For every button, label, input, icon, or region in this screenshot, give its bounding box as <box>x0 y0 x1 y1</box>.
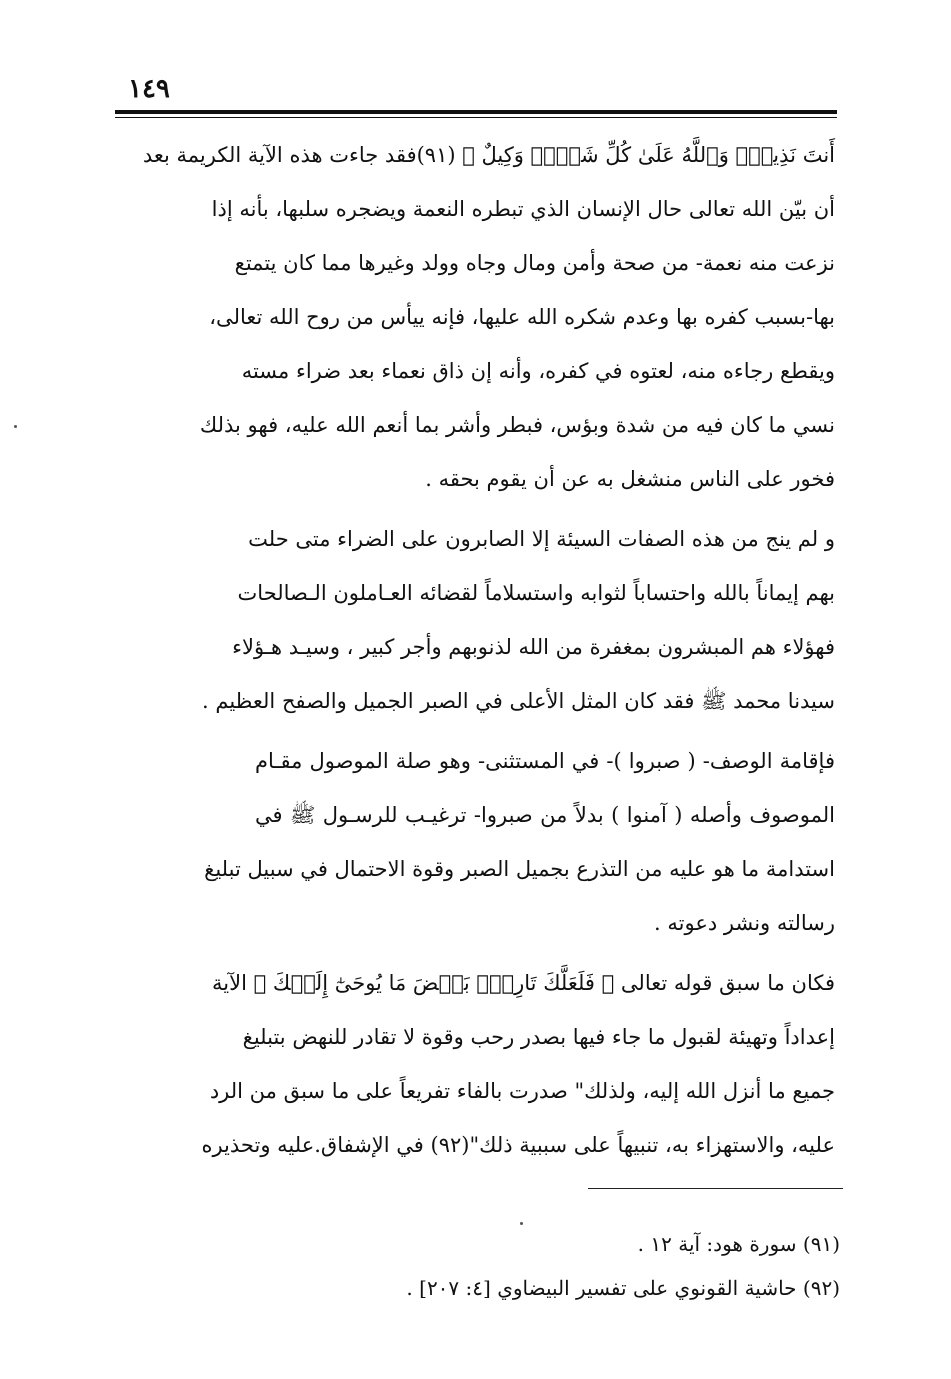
text-line: جميع ما أنزل الله إليه، ولذلك" صدرت بالفاء تفريعاً على ما سبق من الرد <box>209 1079 835 1103</box>
footnote-separator <box>588 1188 843 1189</box>
text-line: فهؤلاء هم المبشرون بمغفرة من الله لذنوبهم وأجر كبير ، وسيـد هـؤلاء <box>232 635 835 659</box>
text-line: نسي ما كان فيه من شدة وبؤس، فبطر وأشر بما أنعم الله عليه، فهو بذلك <box>199 413 835 437</box>
footnote-91: (٩١) سورة هود: آية ١٢ . <box>637 1232 840 1256</box>
scan-speck <box>14 425 17 428</box>
text-line: استدامة ما هو عليه من التذرع بجميل الصبر وقوة الاحتمال في سبيل تبليغ <box>204 857 835 881</box>
text-line: إعداداً وتهيئة لقبول ما جاء فيها بصدر رحب وقوة لا تقادر للنهض بتبليغ <box>242 1025 835 1049</box>
text-line: سيدنا محمد ﷺ فقد كان المثل الأعلى في الصبر الجميل والصفح العظيم . <box>202 689 835 713</box>
scan-speck <box>520 1222 523 1225</box>
text-line: فكان ما سبق قوله تعالى ﴿ فَلَعَلَّكَ تَارِكُۢ بَعۡضَ مَا يُوحَىٰٓ إِلَيۡكَ ﴾ الآية <box>212 971 835 995</box>
paragraph-2 <box>202 512 835 728</box>
header-rule <box>115 110 837 114</box>
text-line: نزعت منه نعمة- من صحة وأمن ومال وجاه وولد وغيرها مما كان يتمتع <box>234 251 835 275</box>
text-line: و لم ينج من هذه الصفات السيئة إلا الصابرون على الضراء متى حلت <box>248 527 835 551</box>
footnotes <box>400 1222 840 1310</box>
page-number: ١٤٩ <box>128 74 170 104</box>
text-line: فخور على الناس منشغل به عن أن يقوم بحقه . <box>425 467 835 491</box>
footnote-92: (٩٢) حاشية القونوي على تفسير البيضاوي [٤: ٢٠٧] . <box>406 1276 840 1300</box>
text-line: الموصوف وأصله ( آمنوا ) بدلاً من صبروا- ترغيـب للرسـول ﷺ في <box>255 803 835 827</box>
header-rule-thin <box>115 117 837 118</box>
paragraph-4 <box>201 956 835 1172</box>
paragraph-1 <box>142 128 835 506</box>
text-line: ويقطع رجاءه منه، لعتوه في كفره، وأنه إن ذاق نعماء بعد ضراء مسته <box>241 359 835 383</box>
text-line: بها-بسبب كفره بها وعدم شكره الله عليها، فإنه ييأس من روح الله تعالى، <box>209 305 835 329</box>
text-line: أَنتَ نَذِيرٌۚ وَٱللَّهُ عَلَىٰ كُلِّ شَيۡءٖ وَكِيلٌ ﴾ (٩١)فقد جاءت هذه الآية الكريمة بعد <box>142 143 835 167</box>
text-line: رسالته ونشر دعوته . <box>654 911 835 935</box>
text-line: بهم إيماناً بالله واحتساباً لثوابه واستسلاماً لقضائه العـاملون الـصالحات <box>237 581 835 605</box>
main-text <box>142 128 835 1172</box>
paragraph-3 <box>204 734 835 950</box>
text-line: أن بيّن الله تعالى حال الإنسان الذي تبطره النعمة ويضجره سلبها، بأنه إذا <box>211 197 835 221</box>
text-line: فإقامة الوصف- ( صبروا )- في المستثنى- وهو صلة الموصول مقـام <box>255 749 835 773</box>
text-line: عليه، والاستهزاء به، تنبيهاً على سببية ذلك"(٩٢) في الإشفاق.عليه وتحذيره <box>201 1133 835 1157</box>
